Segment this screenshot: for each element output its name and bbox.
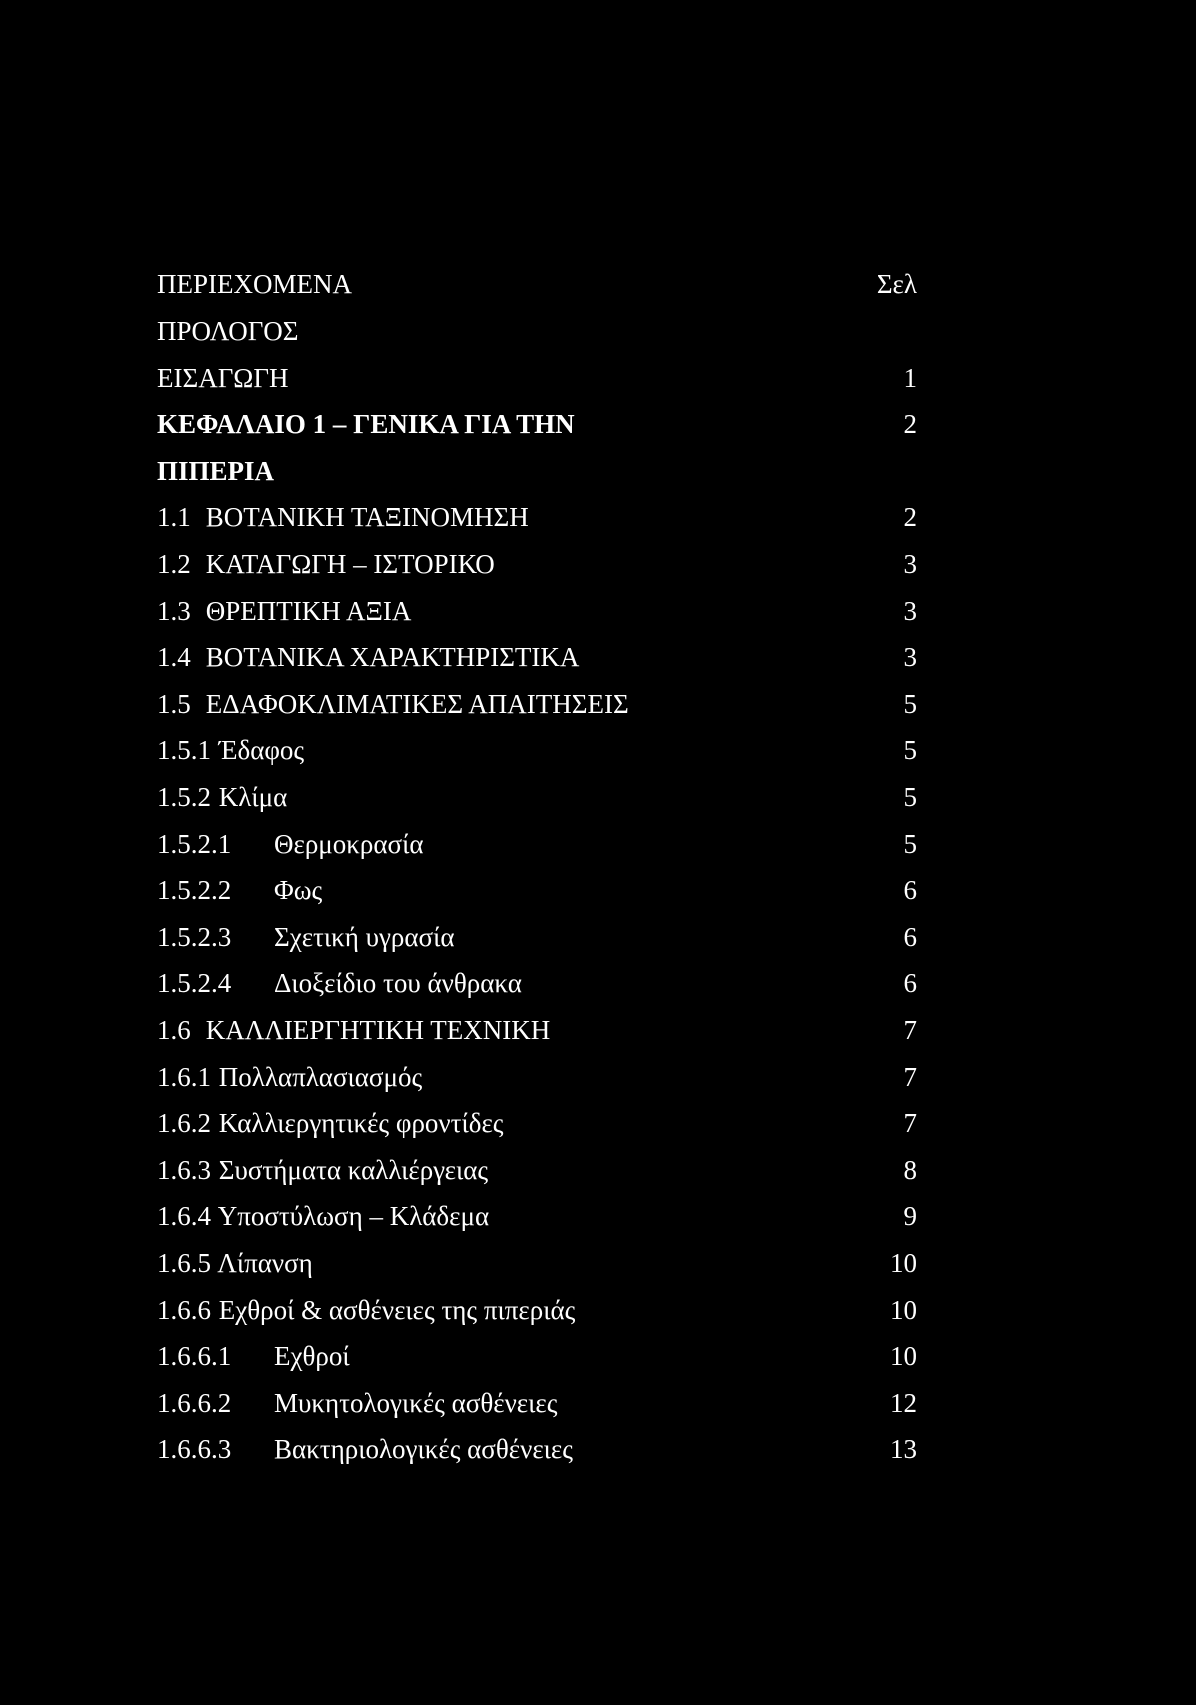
toc-entry-label: Λίπανση — [217, 1248, 313, 1278]
toc-entry-number: 1.5.2.3 — [157, 922, 232, 952]
toc-entry-label: ΕΔΑΦΟΚΛΙΜΑΤΙΚΕΣ ΑΠΑΙΤΗΣΕΙΣ — [205, 689, 629, 719]
toc-entry-page: 7 — [903, 1015, 917, 1045]
toc-entry — [157, 1103, 917, 1143]
toc-title: ΠΕΡΙΕΧΟΜΕΝΑ — [157, 269, 352, 299]
toc-entry-title — [157, 544, 495, 584]
toc-entry-page: 5 — [903, 829, 917, 859]
toc-entry-label: ΕΙΣΑΓΩΓΗ — [157, 363, 289, 393]
toc-entry-label: Θερμοκρασία — [274, 829, 424, 859]
toc-entry-title — [157, 917, 455, 957]
toc-entry-page: 9 — [903, 1201, 917, 1231]
toc-entry-number: 1.5.1 — [157, 735, 211, 765]
toc-entry-label: Συστήματα καλλιέργειας — [218, 1155, 489, 1185]
toc-entry — [157, 963, 917, 1003]
toc-entry-label: Πολλαπλασιασμός — [218, 1062, 423, 1092]
toc-entry-title — [157, 451, 274, 491]
toc-entry — [157, 637, 917, 677]
toc-entry-title — [157, 1429, 573, 1469]
toc-entry-number: 1.5.2.1 — [157, 829, 232, 859]
toc-entry-number: 1.6.3 — [157, 1155, 211, 1185]
toc-entry-title — [157, 404, 575, 444]
toc-entry-number: 1.5.2.2 — [157, 875, 232, 905]
toc-entry-label: ΒΟΤΑΝΙΚΑ ΧΑΡΑΚΤΗΡΙΣΤΙΚΑ — [205, 642, 580, 672]
toc-entry-label: ΚΕΦΑΛΑΙΟ 1 – ΓΕΝΙΚΑ ΓΙΑ ΤΗΝ — [157, 409, 575, 439]
toc-entry-number: 1.4 — [157, 642, 191, 672]
toc-entry-title — [157, 1290, 575, 1330]
toc-entry-page: 6 — [903, 968, 917, 998]
toc-entry-title — [157, 777, 287, 817]
toc-entry-title — [157, 637, 579, 677]
toc-entry-page: 5 — [903, 689, 917, 719]
toc-entry-number: 1.6.6 — [157, 1295, 211, 1325]
toc-entry-page: 7 — [903, 1108, 917, 1138]
toc-entry-label: Υποστύλωση – Κλάδεμα — [217, 1201, 490, 1231]
toc-entry — [157, 497, 917, 537]
toc-entry — [157, 1010, 917, 1050]
toc-entry-page: 10 — [890, 1248, 917, 1278]
toc-entry — [157, 777, 917, 817]
toc-entry-title — [157, 870, 322, 910]
toc-entry-number: 1.6.6.3 — [157, 1434, 232, 1464]
toc-entry-label: ΠΡΟΛΟΓΟΣ — [157, 316, 299, 346]
toc-entry — [157, 1429, 917, 1469]
toc-entry-number: 1.5 — [157, 689, 191, 719]
toc-entry-page: 2 — [903, 502, 917, 532]
toc-entry-title — [157, 1103, 504, 1143]
toc-entry — [157, 544, 917, 584]
toc-entry — [157, 1290, 917, 1330]
toc-entry-title — [157, 1383, 557, 1423]
toc-entry-title — [157, 1243, 313, 1283]
toc-entry-label: ΚΑΤΑΓΩΓΗ – ΙΣΤΟΡΙΚΟ — [205, 549, 495, 579]
toc-entry-page: 1 — [903, 363, 917, 393]
toc-entry-number: 1.1 — [157, 502, 191, 532]
toc-entry-number: 1.6.5 — [157, 1248, 211, 1278]
toc-entry-label: Μυκητολογικές ασθένειες — [274, 1388, 558, 1418]
toc-entry-number: 1.6.2 — [157, 1108, 211, 1138]
toc-entry-label: ΠΙΠΕΡΙΑ — [157, 456, 275, 486]
toc-entry — [157, 1057, 917, 1097]
toc-entry-title — [157, 1010, 550, 1050]
toc-entry-page: 5 — [903, 782, 917, 812]
toc-entry-label: Διοξείδιο του άνθρακα — [274, 968, 522, 998]
toc-entry — [157, 917, 917, 957]
toc-entry-number: 1.6 — [157, 1015, 191, 1045]
toc-entry-title — [157, 684, 629, 724]
toc-entry — [157, 591, 917, 631]
toc-entry-number: 1.5.2 — [157, 782, 211, 812]
toc-entry-label: Καλλιεργητικές φροντίδες — [218, 1108, 504, 1138]
toc-entry-number: 1.6.6.2 — [157, 1388, 232, 1418]
toc-entry-title — [157, 1150, 488, 1190]
toc-entry-page: 12 — [890, 1388, 917, 1418]
toc-entry — [157, 1383, 917, 1423]
toc-entry-label: Έδαφος — [218, 735, 305, 765]
toc-entry-title — [157, 1336, 350, 1376]
toc-entry-label: ΚΑΛΛΙΕΡΓΗΤΙΚΗ ΤΕΧΝΙΚΗ — [205, 1015, 551, 1045]
toc-entry-title — [157, 1057, 422, 1097]
toc-entry — [157, 358, 917, 398]
toc-entry-page: 8 — [903, 1155, 917, 1185]
toc-entry-number: 1.6.4 — [157, 1201, 211, 1231]
toc-entry — [157, 684, 917, 724]
toc-entry-page: 3 — [903, 549, 917, 579]
toc-entry — [157, 404, 917, 444]
toc-entry-number: 1.6.6.1 — [157, 1341, 232, 1371]
toc-entry-title — [157, 311, 299, 351]
toc-entry-page: 5 — [903, 735, 917, 765]
toc-entry-title — [157, 1196, 489, 1236]
toc-entry-page: 6 — [903, 875, 917, 905]
toc-entry-number: 1.2 — [157, 549, 191, 579]
toc-entry-page: 7 — [903, 1062, 917, 1092]
toc-entry-page: 13 — [890, 1434, 917, 1464]
toc-entry-title — [157, 497, 529, 537]
toc-entry-title — [157, 358, 288, 398]
toc-entry-title — [157, 730, 304, 770]
toc-entry — [157, 824, 917, 864]
toc-entry-number: 1.6.1 — [157, 1062, 211, 1092]
toc-entry-label: Σχετική υγρασία — [274, 922, 455, 952]
toc-entry-label: Φως — [274, 875, 323, 905]
toc-entry-page: 3 — [903, 596, 917, 626]
toc-entry-label: ΘΡΕΠΤΙΚΗ ΑΞΙΑ — [205, 596, 412, 626]
toc-entry-label: Εχθροί & ασθένειες της πιπεριάς — [218, 1295, 576, 1325]
toc-entry-title — [157, 963, 522, 1003]
toc-entry-page: 10 — [890, 1341, 917, 1371]
toc-entry — [157, 730, 917, 770]
toc-entry-page: 6 — [903, 922, 917, 952]
toc-entry-label: Κλίμα — [218, 782, 288, 812]
toc-entry-title — [157, 591, 411, 631]
toc-entry-page: 2 — [903, 409, 917, 439]
toc-entry — [157, 311, 917, 351]
toc-entry-page: 10 — [890, 1295, 917, 1325]
toc-entry-label: ΒΟΤΑΝΙΚΗ ΤΑΞΙΝΟΜΗΣΗ — [205, 502, 529, 532]
toc-entry — [157, 1243, 917, 1283]
toc-entry — [157, 870, 917, 910]
toc-entry — [157, 451, 917, 491]
toc-entry — [157, 1336, 917, 1376]
toc-entry-number: 1.3 — [157, 596, 191, 626]
toc-entry-number: 1.5.2.4 — [157, 968, 232, 998]
toc-header-row — [157, 264, 917, 304]
toc-entry — [157, 1150, 917, 1190]
page-column-label: Σελ — [876, 269, 917, 299]
toc-entry-label: Βακτηριολογικές ασθένειες — [274, 1434, 573, 1464]
toc-entry-label: Εχθροί — [274, 1341, 350, 1371]
toc-entry-page: 3 — [903, 642, 917, 672]
toc-entry — [157, 1196, 917, 1236]
toc-entry-title — [157, 824, 423, 864]
